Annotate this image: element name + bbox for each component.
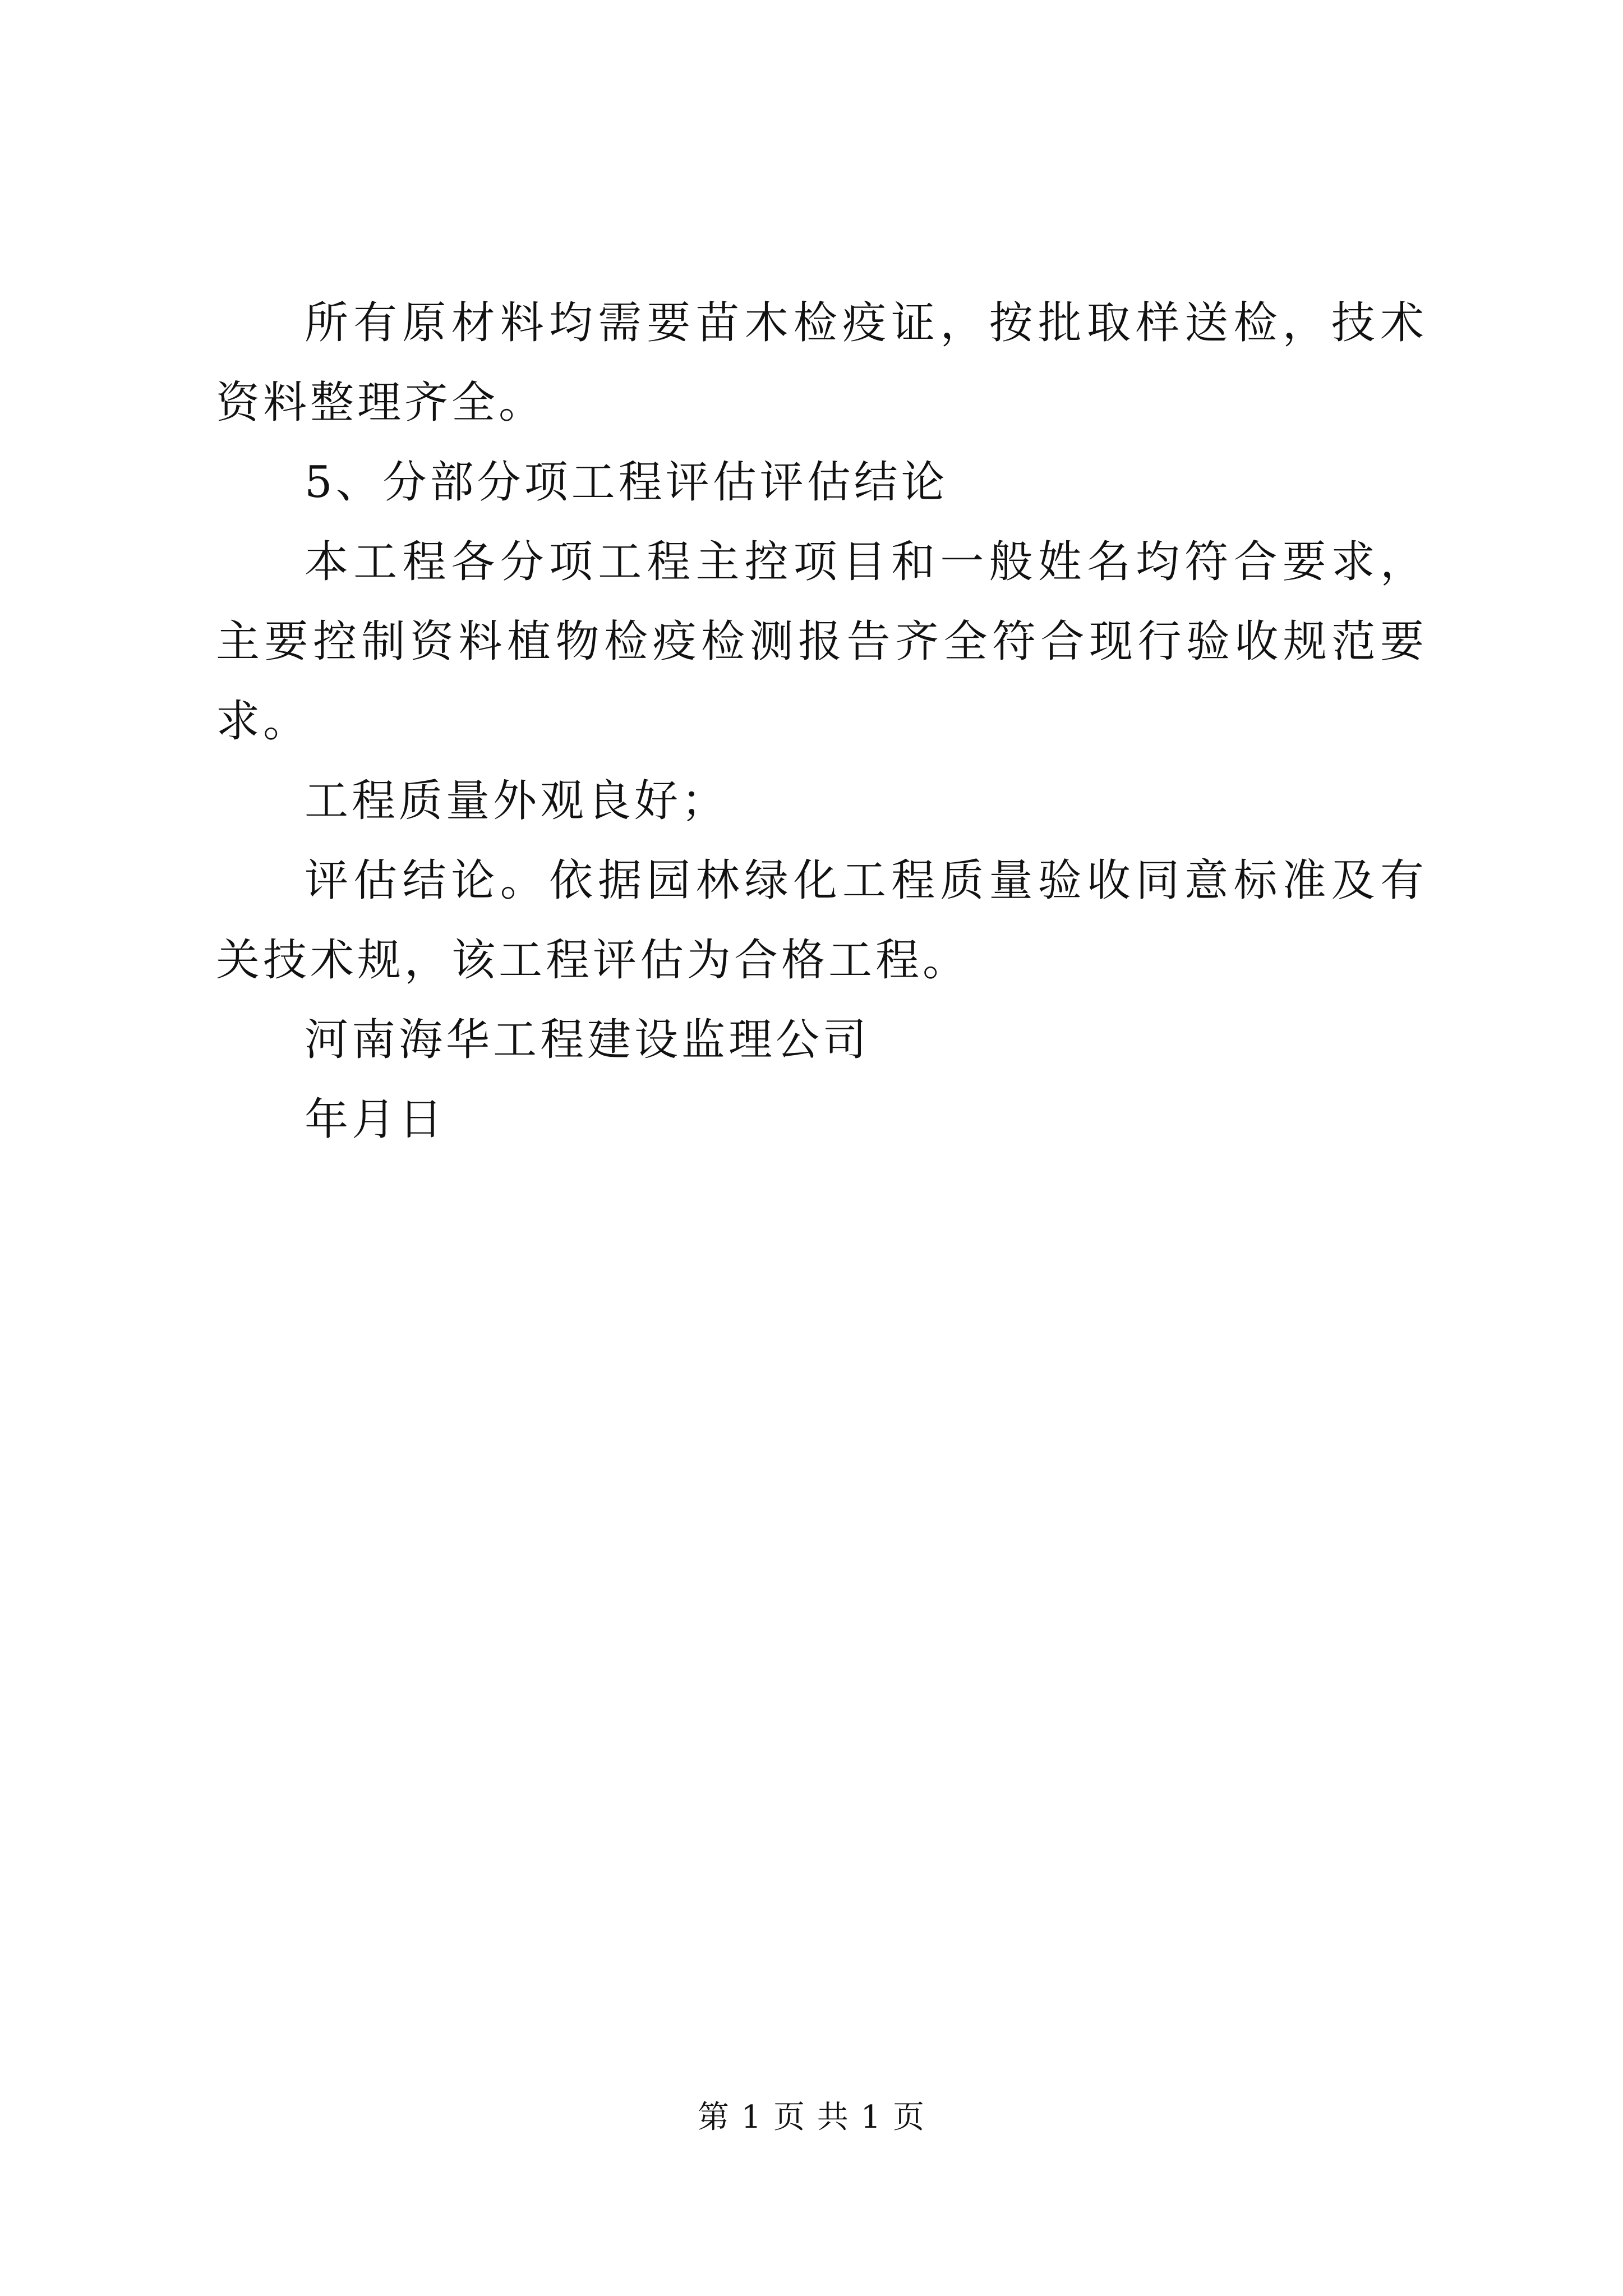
document-body xyxy=(216,283,1427,1159)
paragraph-quality: 工程质量外观良好； xyxy=(305,776,729,826)
paragraph-requirements: 本工程各分项工程主控项目和一般姓名均符合要求，主要控制资料植物检疫检测报告齐全符合现行验收规范要求。 xyxy=(216,537,1427,747)
paragraph-materials: 所有原材料均需要苗木检疫证，按批取样送检，技术资料整理齐全。 xyxy=(216,298,1427,428)
date-line: 年月日 xyxy=(305,1094,446,1145)
company-name: 河南海华工程建设监理公司 xyxy=(305,1015,870,1065)
paragraph-assessment: 评估结论。依据园林绿化工程质量验收同意标准及有关技术规，该工程评估为合格工程。 xyxy=(216,855,1427,986)
page-footer: 第 1 页 共 1 页 xyxy=(697,2099,926,2136)
section-heading-conclusion: 5、分部分项工程评估评估结论 xyxy=(305,457,948,508)
